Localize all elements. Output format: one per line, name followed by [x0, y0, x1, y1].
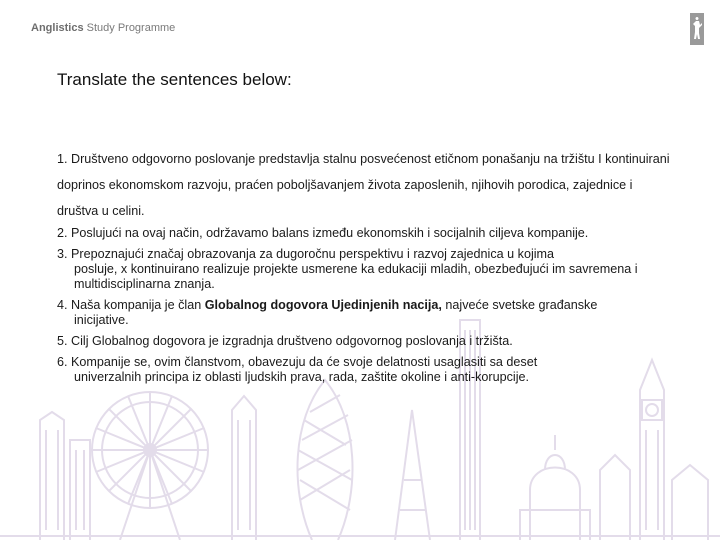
sentence-2: 2. Poslujući na ovaj način, održavamo balans između ekonomskih i socijalnih ciljeva kompanije. [57, 226, 589, 240]
sentence-4-after: najveće svetske građanske [441, 298, 598, 312]
sentence-4-before: 4. Naša kompanija je član [57, 298, 205, 312]
sentence-4-bold: Globalnog dogovora Ujedinjenih nacija, [204, 298, 442, 312]
sentence-5: 5. Cilj Globalnog dogovora je izgradnja društveno odgovornog poslovanja i tržišta. [57, 334, 513, 348]
sentence-6-first-line: 6. Kompanije se, ovim članstvom, obavezuju da će svoje delatnosti usaglasiti sa deset [57, 355, 538, 369]
sentence-3-continuation: posluje, x kontinuirano realizuje projekte usmerene ka edukaciji mladih, obezbeđujući im savremena i multidisciplinarna znanja. [74, 262, 638, 291]
sentence-4-continuation: inicijative. [74, 313, 129, 327]
sentence-4 [57, 298, 677, 328]
header [31, 22, 175, 34]
sentence-3-first-line: 3. Prepoznajući značaj obrazovanja za dugoročnu perspektivu i razvoj zajednica u kojima [57, 247, 555, 261]
sentence-3 [57, 247, 677, 292]
header-subtitle: Study Programme [83, 22, 176, 34]
statue-figure-icon [689, 13, 705, 45]
sentence-6-continuation: univerzalnih principa iz oblasti ljudskih prava, rada, zaštite okoline i anti-korupcije. [74, 370, 530, 384]
sentence-4-first-line [57, 298, 677, 313]
slide-title: Translate the sentences below: [57, 70, 292, 89]
header-brand: Anglistics [31, 22, 84, 34]
sentence-list [57, 146, 677, 391]
sentence-6 [57, 355, 677, 385]
sentence-1: 1. Društveno odgovorno poslovanje predstavlja stalnu posvećenost etičnom ponašanju na tržištu I kontinuirani doprinos ekonomskom razvoju, praćen poboljšavanjem života zaposlenih, njihovih porodica, zajednice i društva u celini. [57, 152, 670, 218]
